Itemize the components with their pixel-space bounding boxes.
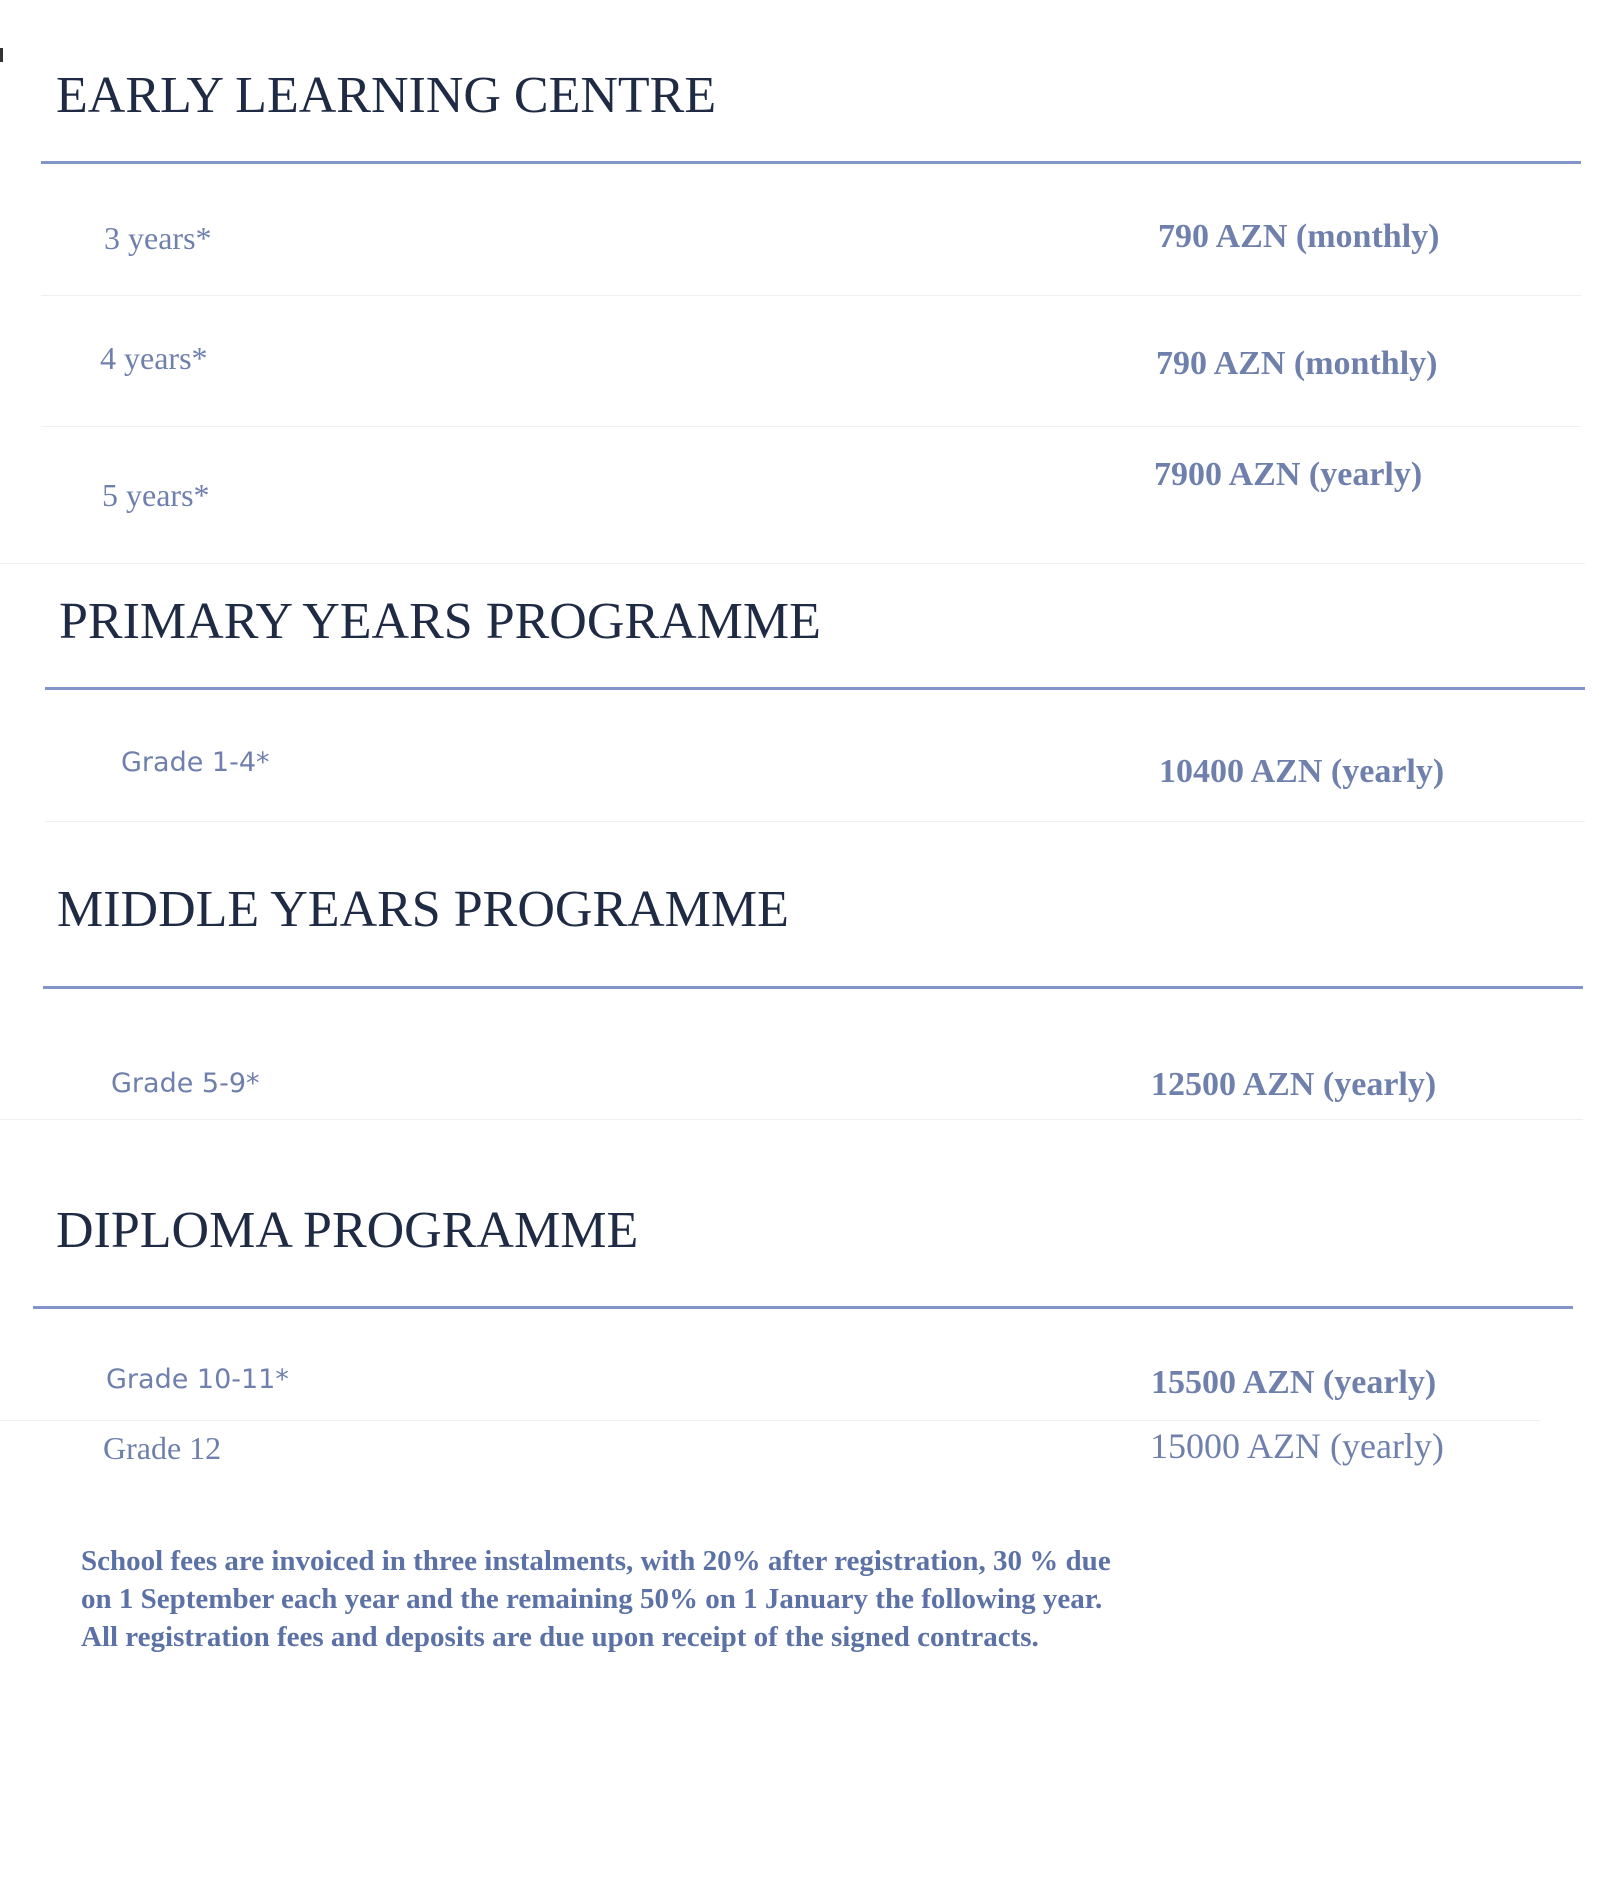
section-title: PRIMARY YEARS PROGRAMME <box>59 593 821 650</box>
fee-row-price: 15000 AZN (yearly) <box>1150 1426 1444 1466</box>
fee-row-price: 7900 AZN (yearly) <box>1154 456 1423 493</box>
section-divider <box>33 1306 1573 1309</box>
fee-row-label: 3 years* <box>104 220 212 256</box>
fee-row-price: 790 AZN (monthly) <box>1156 345 1438 382</box>
row-divider <box>41 295 1581 296</box>
fee-row-label: 4 years* <box>100 340 208 376</box>
fee-row-price: 15500 AZN (yearly) <box>1151 1364 1437 1401</box>
section-divider <box>43 986 1583 989</box>
edge-mark <box>0 48 3 62</box>
fee-row-price: 790 AZN (monthly) <box>1158 218 1440 255</box>
fee-row-label: Grade 12 <box>103 1430 222 1466</box>
deposits-note: All registration fees and deposits are due upon receipt of the signed contracts. <box>81 1621 1039 1653</box>
section-title: DIPLOMA PROGRAMME <box>56 1202 639 1259</box>
fee-row-price: 12500 AZN (yearly) <box>1151 1066 1437 1103</box>
row-divider <box>0 563 1585 564</box>
section-divider <box>41 161 1581 164</box>
fee-row-price: 10400 AZN (yearly) <box>1159 753 1445 790</box>
fee-row-label: Grade 5-9* <box>111 1068 260 1099</box>
row-divider <box>41 426 1581 427</box>
row-divider <box>0 1420 1540 1421</box>
payment-notes <box>81 1542 1141 1656</box>
fee-row-label: 5 years* <box>102 477 210 513</box>
fee-row-label: Grade 10-11* <box>106 1364 289 1395</box>
fee-row-label: Grade 1-4* <box>121 747 270 778</box>
row-divider <box>45 821 1585 822</box>
section-title: EARLY LEARNING CENTRE <box>56 67 717 124</box>
instalments-note: School fees are invoiced in three instalments, with 20% after registration, 30 % due on 1 September each year and the remaining 50% on 1 January the following year. <box>81 1545 1111 1615</box>
section-title: MIDDLE YEARS PROGRAMME <box>57 881 789 938</box>
row-divider <box>0 1119 1583 1120</box>
section-divider <box>45 687 1585 690</box>
